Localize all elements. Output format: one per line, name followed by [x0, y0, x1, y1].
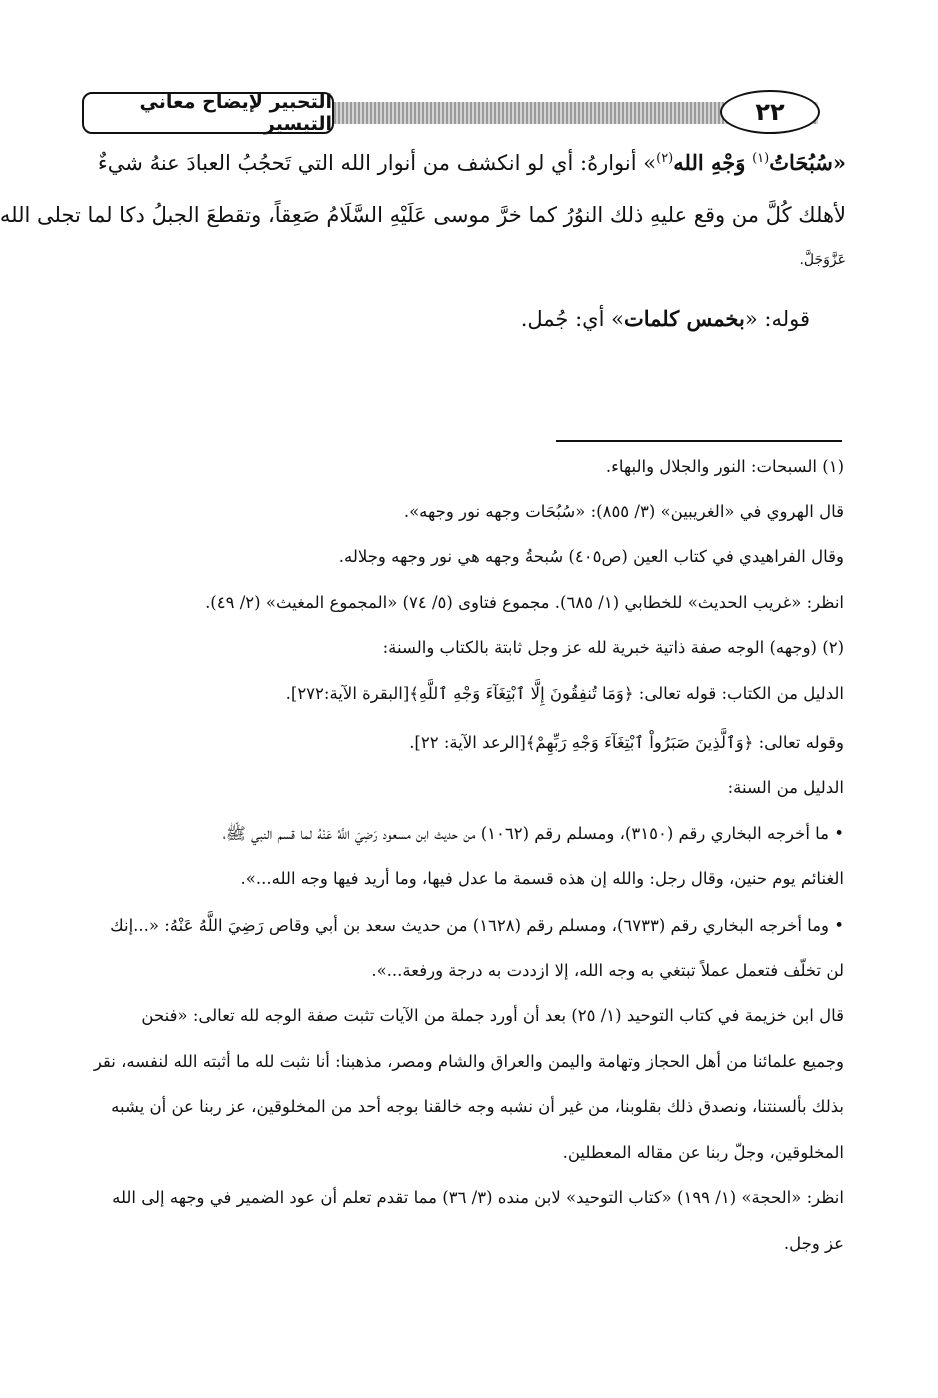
- footnote-line-10: الغنائم يوم حنين، وقال رجل: والله إن هذه قسمة ما عدل فيها، وما أريد فيها وجه الله...».: [240, 869, 844, 888]
- footnote-ref-1: (١): [752, 151, 770, 166]
- footnote-line-2: قال الهروي في «الغريبين» (٣/ ٨٥٥): «سُبُحَات وجهه نور وجهه».: [403, 502, 844, 521]
- main-text-line-3: عَزَّوَجَلَّ.: [799, 252, 846, 268]
- footnote-line-1: (١) السبحات: النور والجلال والبهاء.: [605, 457, 844, 476]
- footnote-line-15: بذلك بألسنتنا، ونصدق ذلك بقلوبنا، من غير أن نشبه وجه خالقنا بوجه أحد من المخلوقين، عز ربنا عن أن يشبه: [111, 1097, 844, 1116]
- page-header: [78, 88, 838, 138]
- qawluh-label: قوله: «: [744, 307, 810, 331]
- main-text-line-4-rest: » أي: جُمل.: [520, 307, 624, 331]
- main-text-line-1: [76, 150, 846, 175]
- footnote-line-16: المخلوقين، وجلّ ربنا عن مقاله المعطلين.: [562, 1143, 844, 1162]
- footnote-line-14: وجميع علمائنا من أهل الحجاز وتهامة واليمن والعراق والشام ومصر، مذهبنا: أنا نثبت لله ما أثبته الله لنفسه، نقر: [93, 1052, 844, 1071]
- footnote-line-3: وقال الفراهيدي في كتاب العين (ص٤٠٥) سُبحةُ وجهه هي نور وجهه وجلاله.: [338, 547, 844, 566]
- footnote-ref-2: (٢): [656, 151, 674, 166]
- footnote-line-17: انظر: «الحجة» (١/ ١٩٩) «كتاب التوحيد» لابن منده (٣/ ٣٦) مما تقدم تعلم أن عود الضمير في وجهه إلى الله: [112, 1188, 844, 1207]
- term-bikhams-kalimat: بخمس كلمات: [623, 306, 745, 331]
- footnote-line-5: (٢) (وجهه) الوجه صفة ذاتية خبرية لله عز وجل ثابتة بالكتاب والسنة:: [382, 638, 844, 657]
- footnote-line-8: الدليل من السنة:: [727, 778, 844, 797]
- footnote-line-7: وقوله تعالى: ﴿وَٱلَّذِينَ صَبَرُواْ ٱبْتِغَآءَ وَجْهِ رَبِّهِمْ﴾[الرعد الآية: ٢٢].: [409, 733, 844, 752]
- main-text-line-2: لأهلك كُلَّ من وقع عليهِ ذلك النوُرُ كما خرَّ موسى عَلَيْهِ السَّلَامُ صَعِقاً، وتقطعَ الجبلُ دكا لما تجلى الله: [0, 203, 846, 227]
- term-subuhat: «سُبُحَاتُ: [769, 150, 846, 175]
- page-number: ٢٢: [720, 90, 820, 134]
- footnote-line-9: • ما أخرجه البخاري رقم (٣١٥٠)، ومسلم رقم (١٠٦٢) من حديث ابن مسعود رَضِيَ اللَّهُ عَنْهُ لما قسم النبي ﷺ،: [222, 824, 844, 843]
- term-wajh-allah: وَجْهِ الله: [673, 150, 746, 175]
- main-text-line-4: [40, 306, 810, 331]
- footnote-line-6: الدليل من الكتاب: قوله تعالى: ﴿وَمَا تُنفِقُونَ إِلَّا ٱبْتِغَآءَ وَجْهِ ٱللَّهِ﴾[البقرة الآية:٢٧٢].: [285, 684, 844, 703]
- footnote-line-13: قال ابن خزيمة في كتاب التوحيد (١/ ٢٥) بعد أن أورد جملة من الآيات تثبت صفة الوجه لله تعالى: «فنحن: [141, 1006, 844, 1025]
- footnote-line-4: انظر: «غريب الحديث» للخطابي (١/ ٦٨٥). مجموع فتاوى (٥/ ٧٤) «المجموع المغيث» (٢/ ٤٩).: [205, 593, 844, 612]
- book-title: التحبير لإيضاح معاني التيسير: [82, 92, 334, 134]
- footnote-line-12: لن تخلّف فتعمل عملاً تبتغي به وجه الله، إلا ازددت به درجة ورفعة...».: [371, 961, 844, 980]
- footnote-divider: [556, 440, 842, 442]
- main-text-line-1-rest: » أنوارهُ: أي لو انكشف من أنوار الله التي تَحجُبُ العبادَ عنهُ شيءٌ: [97, 151, 657, 175]
- footnote-line-11: • وما أخرجه البخاري رقم (٦٧٣٣)، ومسلم رقم (١٦٢٨) من حديث سعد بن أبي وقاص رَضِيَ اللَّهُ عَنْهُ: «...إنك: [110, 916, 844, 935]
- footnote-line-18: عز وجل.: [783, 1234, 844, 1253]
